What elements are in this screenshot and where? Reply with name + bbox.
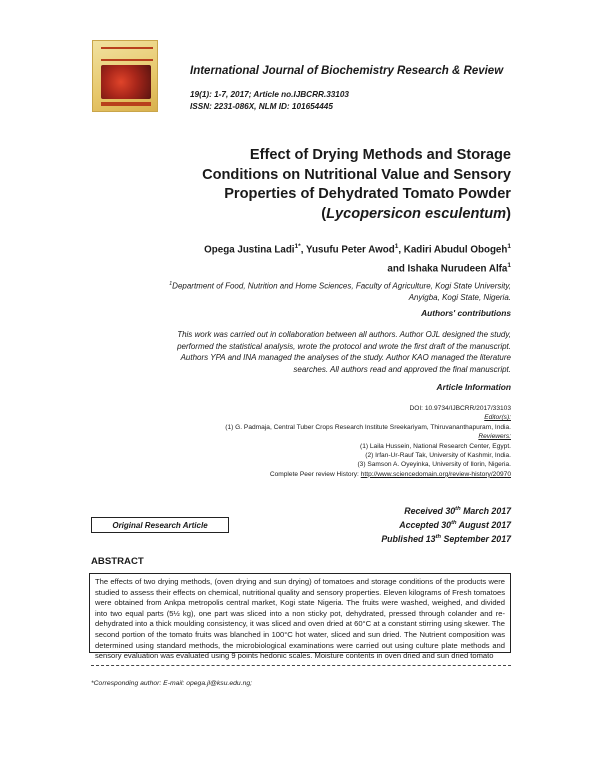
contribution-line: Authors YPA and INA managed the analyses of the study. Author KAO managed the literature (180, 353, 511, 362)
contributions-text (111, 329, 511, 375)
doi: DOI: 10.9734/IJBCRR/2017/33103 (409, 405, 511, 412)
author-name: Opega Justina Ladi (204, 244, 295, 256)
author-sup: 1 (507, 261, 511, 269)
article-info-heading: Article Information (436, 382, 511, 392)
abstract-heading: ABSTRACT (91, 556, 144, 567)
title-line: Properties of Dehydrated Tomato Powder (224, 186, 511, 202)
contribution-line: searches. All authors read and approved the final manuscript. (293, 364, 511, 374)
journal-cover-thumbnail (92, 40, 158, 112)
author-line: Opega Justina Ladi$^{1*}$, Yusufu Peter Awod$^1$, Kadiri Abudul Obogeh$^1$ (204, 243, 511, 256)
reviewer: (1) Laila Hussein, National Research Center, Egypt. (360, 442, 511, 450)
cover-footer-bar (101, 102, 151, 106)
author-sup: 1 (507, 243, 511, 250)
review-history: Complete Peer review History: http://www.sciencedomain.org/review-history/20970 (269, 470, 511, 478)
author-sup: 1* (294, 243, 301, 250)
footnote-divider (91, 665, 511, 666)
reviewer: (3) Samson A. Oyeyinka, University of Ilorin, Nigeria. (357, 461, 511, 469)
review-history-link[interactable]: http://www.sciencedomain.org/review-history/20970 (360, 470, 511, 478)
title-species: Lycopersicon esculentum (326, 205, 507, 222)
article-info (71, 404, 511, 479)
contributions-heading: Authors' contributions (421, 308, 511, 318)
reviewers-label: Reviewers: (478, 433, 511, 441)
affiliation (91, 279, 511, 304)
affiliation-line: Department of Food, Nutrition and Home Sciences, Faculty of Agriculture, Kogi State University, (172, 281, 511, 291)
article-type-badge: Original Research Article (91, 517, 229, 533)
cover-tomato-image (101, 65, 151, 99)
title-line (131, 205, 511, 225)
affiliation-sup: 1 (169, 281, 173, 287)
title-line: Conditions on Nutritional Value and Sensory (202, 166, 511, 183)
published-date: Published 13th September 2017 (381, 533, 511, 544)
accepted-date: Accepted 30th August 2017 (399, 519, 511, 530)
author-name: and Ishaka Nurudeen Alfa (387, 263, 508, 275)
author-sup: 1 (394, 243, 399, 250)
abstract-text: The effects of two drying methods, (oven drying and sun drying) of tomatoes and storage conditions of the products were studied to assess their effects on chemical, nutritional quality and sensory properties. Eleven kilograms of Fresh tomatoes were obtained from Ankpa metropolis central market, Kogi state Nigeria. The fruits were washed, weighed, and divided into two equal parts (5½ kg), one part was sliced into a non sticky pot, dehydrated, pressed through colander and re-dehydrated into a thick moulding consistency, it was sliced and oven dried at 60°C at a constant stirring using skewer. The second portion of the tomato fruits was blanched in 100°C hot water, sliced and sun dried. The Nutrient composition was determined using standard methods, the microbiological examinations were carried out using culture plate methods and sensory evaluation was evaluated using 9 points hedonic scales. Moisture contents in oven dried and sun dried tomato (89, 573, 511, 653)
issue-line: 19(1): 1-7, 2017; Article no.IJBCRR.33103 (190, 90, 349, 99)
title-paren: ( (321, 205, 327, 222)
journal-meta (190, 89, 349, 112)
contribution-line: performed the statistical analysis, wrote the protocol and wrote the first draft of the manuscript. (177, 341, 511, 351)
article-title (131, 146, 511, 224)
title-line: Effect of Drying Methods and Storage (249, 147, 511, 163)
corresponding-author-footnote: *Corresponding author: E-mail: opega.jl@ksu.edu.ng; (91, 680, 253, 687)
issn-line: ISSN: 2231-086X, NLM ID: 101654445 (190, 101, 333, 111)
author-name: Kadiri Abudul Obogeh (403, 244, 508, 256)
author-line (111, 258, 511, 277)
cover-title-band (101, 47, 153, 61)
author-list (111, 239, 511, 277)
title-paren: ) (506, 205, 511, 222)
author-name: Yusufu Peter Awod (305, 244, 395, 256)
editor: (1) G. Padmaja, Central Tuber Crops Research Institute Sreekariyam, Thiruvananthapuram, India. (225, 423, 511, 431)
reviewer: (2) Irfan-Ur-Rauf Tak, University of Kashmir, India. (365, 452, 511, 460)
publication-dates (381, 503, 511, 545)
received-date: Received 30th March 2017 (404, 505, 511, 516)
editor-label: Editor(s): (484, 414, 511, 422)
journal-name: International Journal of Biochemistry Research & Review (190, 65, 504, 77)
contribution-line: This work was carried out in collaboration between all authors. Author OJL designed the study, (177, 330, 511, 339)
affiliation-line: Anyigba, Kogi State, Nigeria. (408, 293, 511, 303)
